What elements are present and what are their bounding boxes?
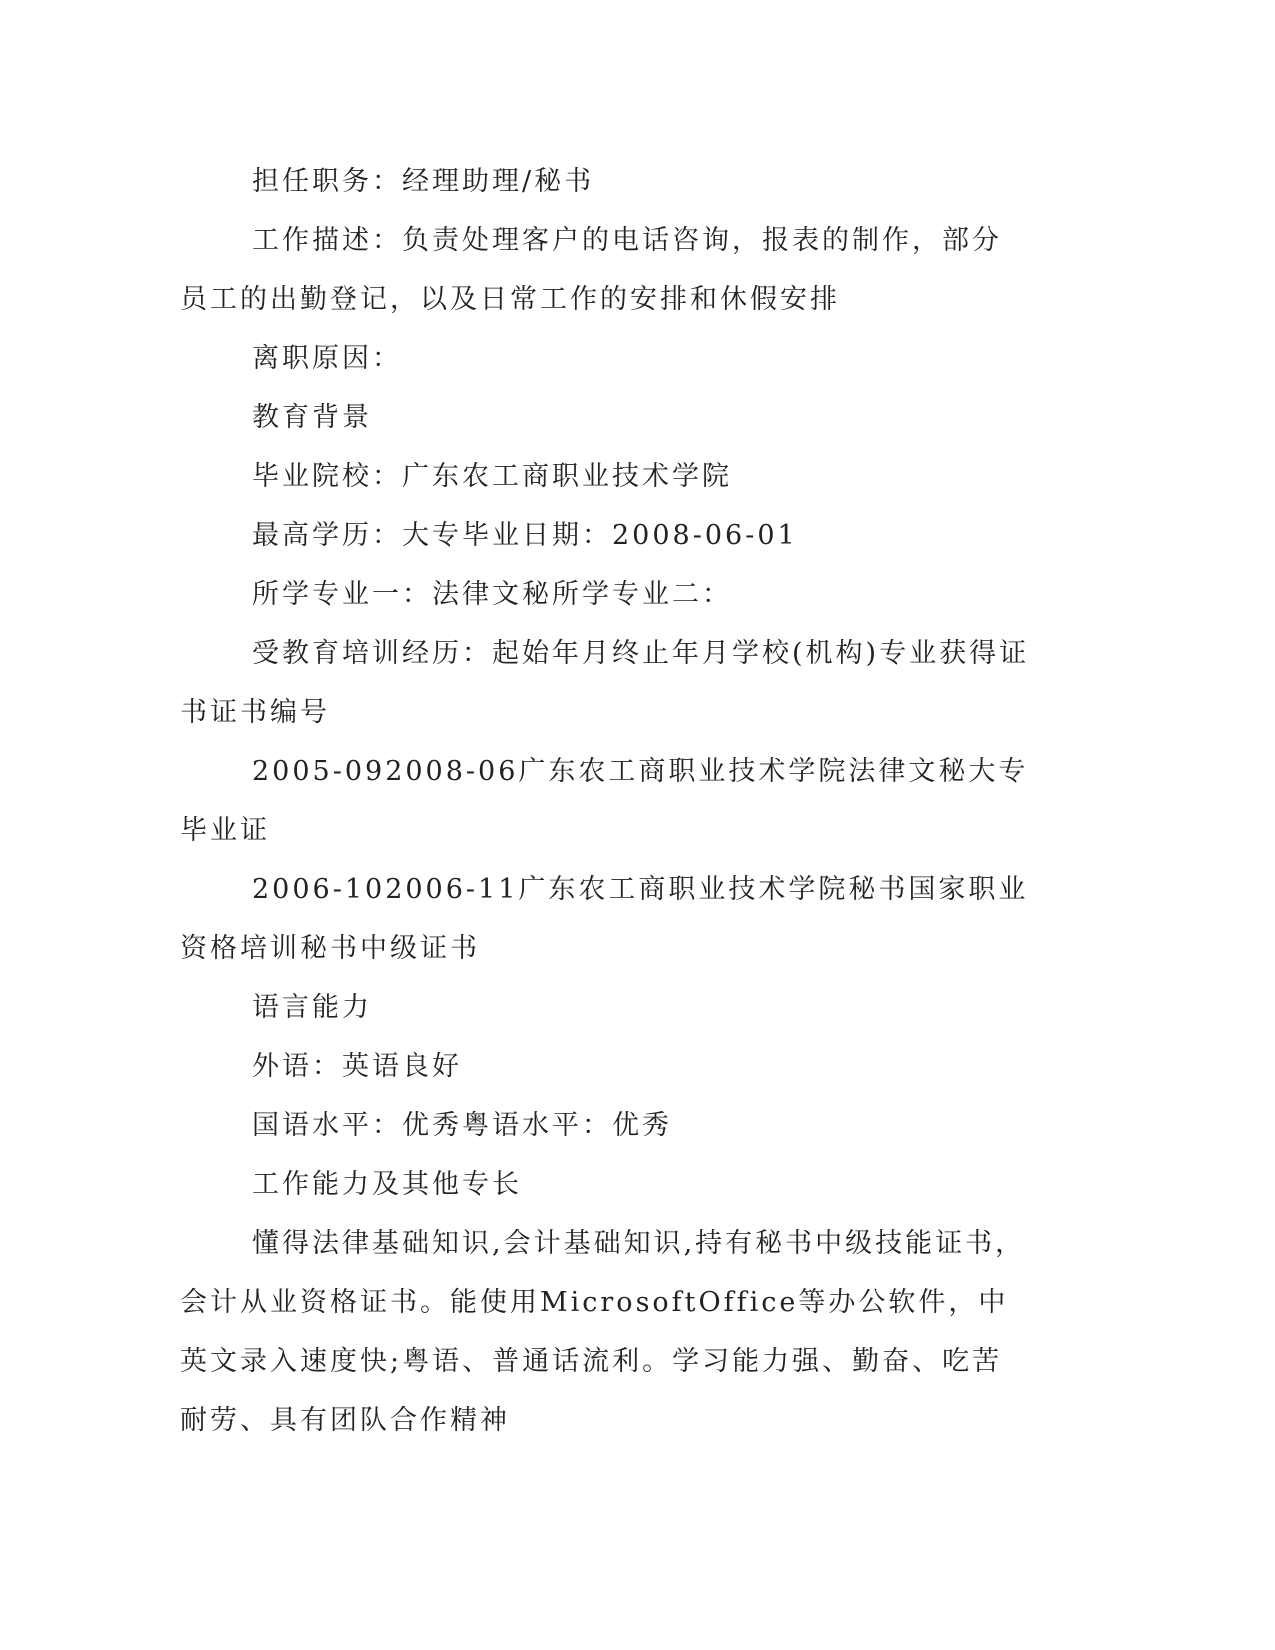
training-entry: 2006-102006-11广东农工商职业技术学院秘书国家职业资格培训秘书中级证书	[180, 874, 1029, 964]
training-entry: 2005-092008-06广东农工商职业技术学院法律文秘大专毕业证	[180, 756, 1029, 846]
job-description: 工作描述：负责处理客户的电话咨询，报表的制作，部分员工的出勤登记，以及日常工作的安排和休假安排	[180, 225, 1002, 315]
majors: 所学专业一：法律文秘所学专业二：	[252, 579, 732, 610]
mandarin-cantonese-level: 国语水平：优秀粤语水平：优秀	[252, 1110, 672, 1141]
graduated-school: 毕业院校：广东农工商职业技术学院	[252, 461, 732, 492]
section-heading-language: 语言能力	[252, 992, 372, 1023]
highest-degree: 最高学历：大专毕业日期：2008-06-01	[252, 520, 798, 551]
training-header: 受教育培训经历：起始年月终止年月学校(机构)专业获得证书证书编号	[180, 638, 1030, 728]
section-heading-education: 教育背景	[252, 402, 372, 433]
document-body	[180, 152, 1030, 1450]
foreign-language: 外语：英语良好	[252, 1051, 462, 1082]
position-held: 担任职务：经理助理/秘书	[252, 166, 595, 197]
reason-for-leaving: 离职原因：	[252, 343, 402, 374]
skills-description: 懂得法律基础知识,会计基础知识,持有秘书中级技能证书，会计从业资格证书。能使用MicrosoftOffice等办公软件，中英文录入速度快;粤语、普通话流利。学习能力强、勤奋、吃苦耐劳、具有团队合作精神	[180, 1228, 1026, 1436]
section-heading-skills: 工作能力及其他专长	[252, 1169, 522, 1200]
